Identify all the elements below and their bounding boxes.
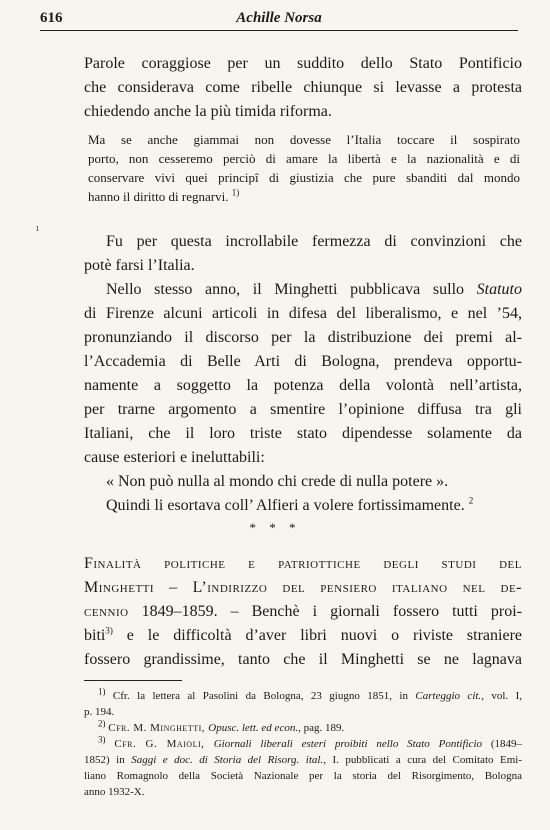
footnote-2 — [84, 720, 522, 736]
footnote-ref: 2 — [468, 495, 474, 506]
footnote-text: , pag. 189. — [298, 722, 345, 734]
footnote-text: Cfr. M. Minghetti, — [108, 722, 209, 734]
footnote-text: (1849– — [482, 738, 522, 750]
footnote-ref: 1) — [231, 187, 240, 198]
footnote-text: Cfr. G. Maioli, — [114, 738, 214, 750]
page-number: 616 — [40, 10, 63, 26]
footnote-ref: 3) — [105, 625, 113, 636]
footnote-3 — [84, 736, 522, 752]
footnote-3-cont — [84, 752, 522, 768]
paragraph-3 — [84, 278, 522, 518]
page-header — [40, 8, 518, 31]
quoted-saying: « Non può nulla al mondo chi crede di nulla potere ». — [106, 473, 449, 490]
section-heading-line: Finalità politiche e patriottiche degli studi del — [84, 555, 522, 572]
footnote-divider — [84, 680, 182, 681]
text-line: l’Accademia di Belle Arti di Bologna, prendeva opportu- — [84, 353, 522, 370]
text-line: che considerava come ribelle chiunque si levasse a protesta — [84, 79, 522, 96]
footnote-text: , vol. I, — [481, 690, 522, 702]
text-line: fossero grandissime, tanto che il Minghetti se ne lagnava — [84, 651, 522, 668]
footnote-mark: 2) — [98, 718, 106, 729]
text-span: e le difficoltà d’aver libri nuovi o riviste straniere — [112, 627, 522, 644]
text-line — [84, 600, 522, 624]
margin-mark: ı — [36, 224, 39, 234]
paragraph-1 — [84, 52, 522, 124]
section-paragraph — [84, 552, 522, 672]
text-line: potè farsi l’Italia. — [84, 257, 195, 274]
footnote-italic: Giornali liberali esteri proibiti nello Stato Pontificio — [213, 738, 482, 750]
text-line — [84, 278, 522, 302]
quote-line — [88, 187, 520, 206]
footnote-text: Cfr. la lettera al Pasolini da Bologna, 23 giugno 1851, in — [112, 690, 416, 702]
text-line: cause esteriori e ineluttabili: — [84, 449, 265, 466]
text-line: per trarne argomento a smentire l’opinione diffusa tra gli — [84, 401, 522, 418]
footnote-text: , I. pubblicati a cura del Comitato Emi- — [323, 754, 522, 766]
text-span: 1849–1859. – Benchè i giornali fossero tutti proi- — [128, 603, 522, 620]
section-heading-end: cennio — [84, 603, 129, 620]
text-line: namente a soggetto la potenza della volontà nell’artista, — [84, 377, 522, 394]
quote-line-text: hanno il diritto di regnarvi. — [88, 189, 229, 204]
footnotes — [84, 688, 522, 800]
text-line: Italiani, che il loro triste stato dipendesse solamente da — [84, 425, 522, 442]
text-line: Fu per questa incrollabile fermezza di convinzioni che — [106, 233, 522, 250]
footnote-1-cont: p. 194. — [84, 706, 115, 718]
italic-title: Statuto — [476, 281, 522, 298]
text-line — [84, 624, 522, 648]
text-line: Parole coraggiose per un suddito dello Stato Pontificio — [84, 55, 522, 72]
quote-line: Ma se anche giammai non dovesse l’Italia toccare il sospirato — [88, 132, 520, 147]
footnote-3-cont: liano Romagnolo della Società Nazionale per la storia del Risorgimento, Bologna — [84, 770, 522, 782]
text-line: pronunziando il discorso per la distribuzione dei premi al- — [84, 329, 522, 346]
text-line: di Firenze alcuni articoli in difesa del liberalismo, e nel ’54, — [84, 305, 522, 322]
footnote-text: 1852) in — [84, 754, 132, 766]
footnote-3-cont: anno 1932-X. — [84, 786, 145, 798]
running-title: Achille Norsa — [236, 10, 322, 26]
text-span: Nello stesso anno, il Minghetti pubblicava sullo — [106, 281, 477, 298]
section-separator: * * * — [249, 520, 301, 535]
text-line — [84, 494, 522, 518]
text-span: Quindi li esortava coll’ Alfieri a volere fortissimamente. — [106, 497, 465, 514]
footnote-mark: 3) — [98, 734, 106, 745]
text-span: biti — [84, 627, 106, 644]
footnote-italic: Saggi e doc. di Storia del Risorg. ital. — [131, 754, 324, 766]
section-heading-line: Minghetti – L’indirizzo del pensiero italiano nel de- — [84, 579, 522, 596]
quote-line: conservare vivi quei principî di giustizia che pure sbanditi dal mondo — [88, 170, 520, 185]
footnote-italic: Carteggio cit. — [415, 690, 482, 702]
footnote-mark: 1) — [98, 686, 106, 697]
paragraph-2 — [84, 230, 522, 278]
footnote-1 — [84, 688, 522, 704]
footnote-italic: Opusc. lett. ed econ. — [208, 722, 299, 734]
text-line: chiedendo anche la più timida riforma. — [84, 103, 332, 120]
quote-line: porto, non cesseremo perciò di amare la libertà e la nazionalità e di — [88, 151, 520, 166]
block-quote — [88, 130, 520, 206]
